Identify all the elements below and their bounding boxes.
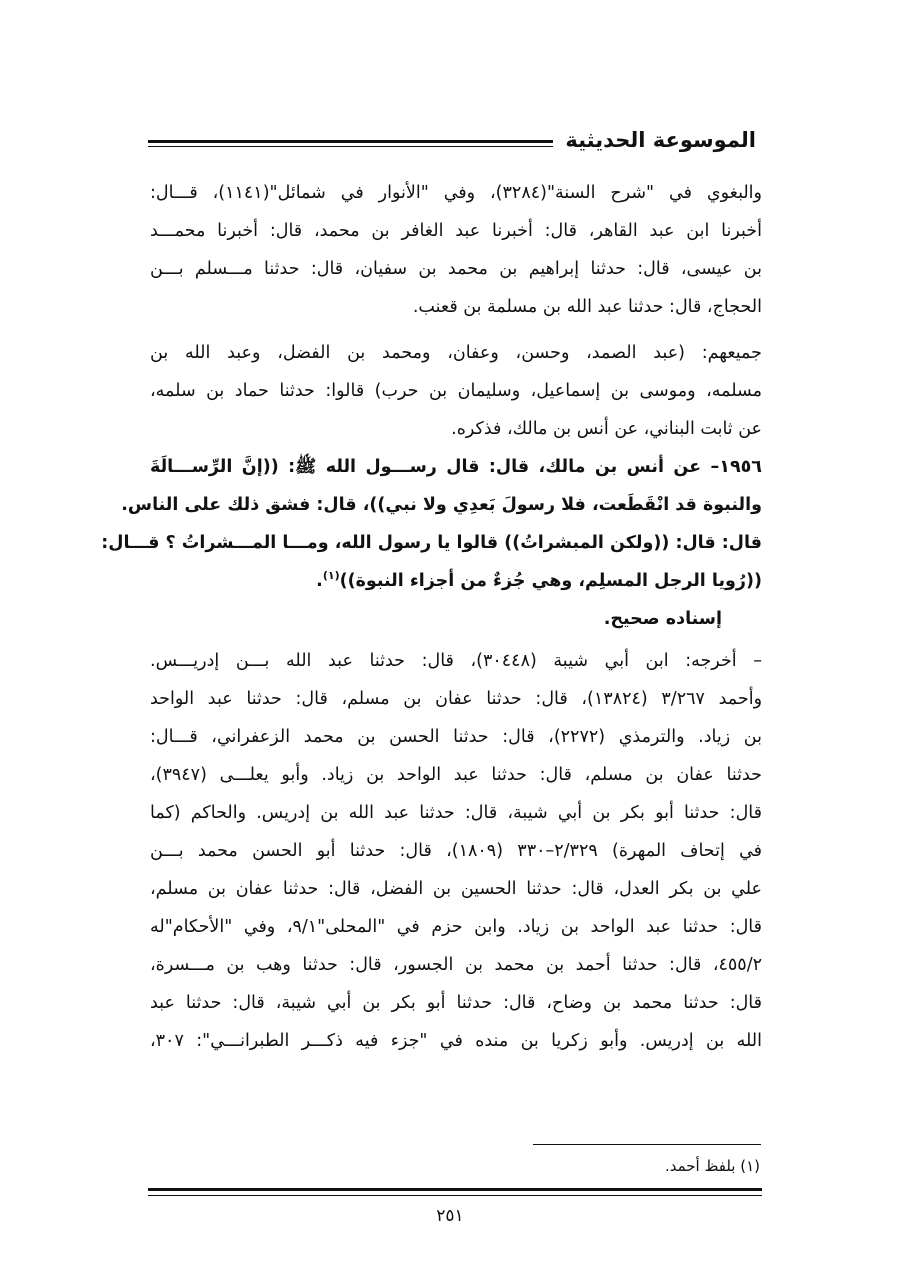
text-line: جميعهم: (عبد الصمد، وحسن، وعفان، ومحمد بن الفضل، وعبد الله بن: [150, 343, 762, 363]
hadith-line: والنبوة قد انْقَطَعت، فلا رسولَ بَعدِي ولا نبي))، قال: فشق ذلك على الناس.: [121, 495, 762, 515]
hadith-line-text: ((رُويا الرجل المسلِم، وهي جُزءٌ من أجزاء النبوة)): [339, 571, 762, 591]
text-line: عن ثابت البناني، عن أنس بن مالك، فذكره.: [451, 419, 762, 439]
text-line: والبغوي في "شرح السنة"(٣٢٨٤)، وفي "الأنوار في شمائل"(١١٤١)، قـــال:: [150, 183, 762, 203]
footer-rule-thick: [148, 1188, 762, 1191]
text-line: قال: حدثنا عبد الواحد بن زياد. وابن حزم في "المحلى"٩/١، وفي "الأحكام"له: [150, 917, 763, 937]
footnote: (١) بلفظ أحمد.: [664, 1157, 760, 1175]
footnote-ref: (١): [322, 569, 340, 583]
text-line: ٤٥٥/٢، قال: حدثنا أحمد بن محمد بن الجسور، قال: حدثنا وهب بن مـــسرة،: [150, 955, 762, 975]
text-line: مسلمه، وموسى بن إسماعيل، وسليمان بن حرب) قالوا: حدثنا حماد بن سلمه،: [150, 381, 762, 401]
running-header: [148, 122, 762, 162]
paragraph: [150, 174, 762, 326]
isnad-grade: [150, 600, 762, 638]
text-line: الله بن إدريس. وأبو زكريا بن منده في "جزء فيه ذكـــر الطبرانـــي": ٣٠٧،: [150, 1031, 762, 1051]
footer-rule-thin: [148, 1195, 762, 1196]
page-body: [101, 174, 763, 1060]
hadith-line: ١٩٥٦– عن أنس بن مالك، قال: قال رســـول الله ﷺ: ((إنَّ الرِّســـالَةَ: [150, 457, 762, 477]
text-line: حدثنا عفان بن مسلم، قال: حدثنا عبد الواحد بن زياد. وأبو يعلـــى (٣٩٤٧)،: [150, 765, 762, 785]
text-line: قال: حدثنا محمد بن وضاح، قال: حدثنا أبو بكر بن أبي شيبة، قال: حدثنا عبد: [150, 993, 762, 1013]
text-line: بن زياد. والترمذي (٢٢٧٢)، قال: حدثنا الحسن بن محمد الزعفراني، قـــال:: [150, 727, 762, 747]
header-title: الموسوعة الحديثية: [553, 124, 762, 156]
text-line: – أخرجه: ابن أبي شيبة (٣٠٤٤٨)، قال: حدثنا عبد الله بـــن إدريـــس.: [150, 651, 762, 671]
hadith-text: [101, 448, 762, 600]
text-line: وأحمد ٣/٢٦٧ (١٣٨٢٤)، قال: حدثنا عفان بن مسلم، قال: حدثنا عبد الواحد: [150, 689, 763, 709]
text-line: بن عيسى، قال: حدثنا إبراهيم بن محمد بن سفيان، قال: حدثنا مـــسلم بـــن: [150, 259, 762, 279]
isnad-grade-text: إسناده صحيح.: [603, 609, 722, 629]
hadith-line: قال: قال: ((ولكن المبشراتُ)) قالوا يا رسول الله، ومـــا المـــشراتُ ؟ قـــال:: [101, 533, 762, 553]
text-line: في إتحاف المهرة) ٢/٣٢٩–٣٣٠ (١٨٠٩)، قال: حدثنا أبو الحسن محمد بـــن: [150, 841, 763, 861]
text-line: أخبرنا ابن عبد القاهر، قال: أخبرنا عبد الغافر بن محمد، قال: أخبرنا محمـــد: [150, 221, 762, 241]
footnote-separator: [533, 1144, 761, 1145]
text-line: الحجاج، قال: حدثنا عبد الله بن مسلمة بن قعنب.: [412, 297, 762, 317]
text-line: قال: حدثنا أبو بكر بن أبي شيبة، قال: حدثنا عبد الله بن إدريس. والحاكم (كما: [150, 803, 762, 823]
text-line: علي بن بكر العدل، قال: حدثنا الحسين بن الفضل، قال: حدثنا عفان بن مسلم،: [150, 879, 762, 899]
takhrij-paragraph: [150, 642, 762, 1060]
page-number: ٢٥١: [436, 1206, 464, 1226]
hadith-line-with-footnote: ((رُويا الرجل المسلِم، وهي جُزءٌ من أجزاء النبوة))$^{(١)}$.: [316, 569, 762, 591]
paragraph: [150, 334, 762, 448]
